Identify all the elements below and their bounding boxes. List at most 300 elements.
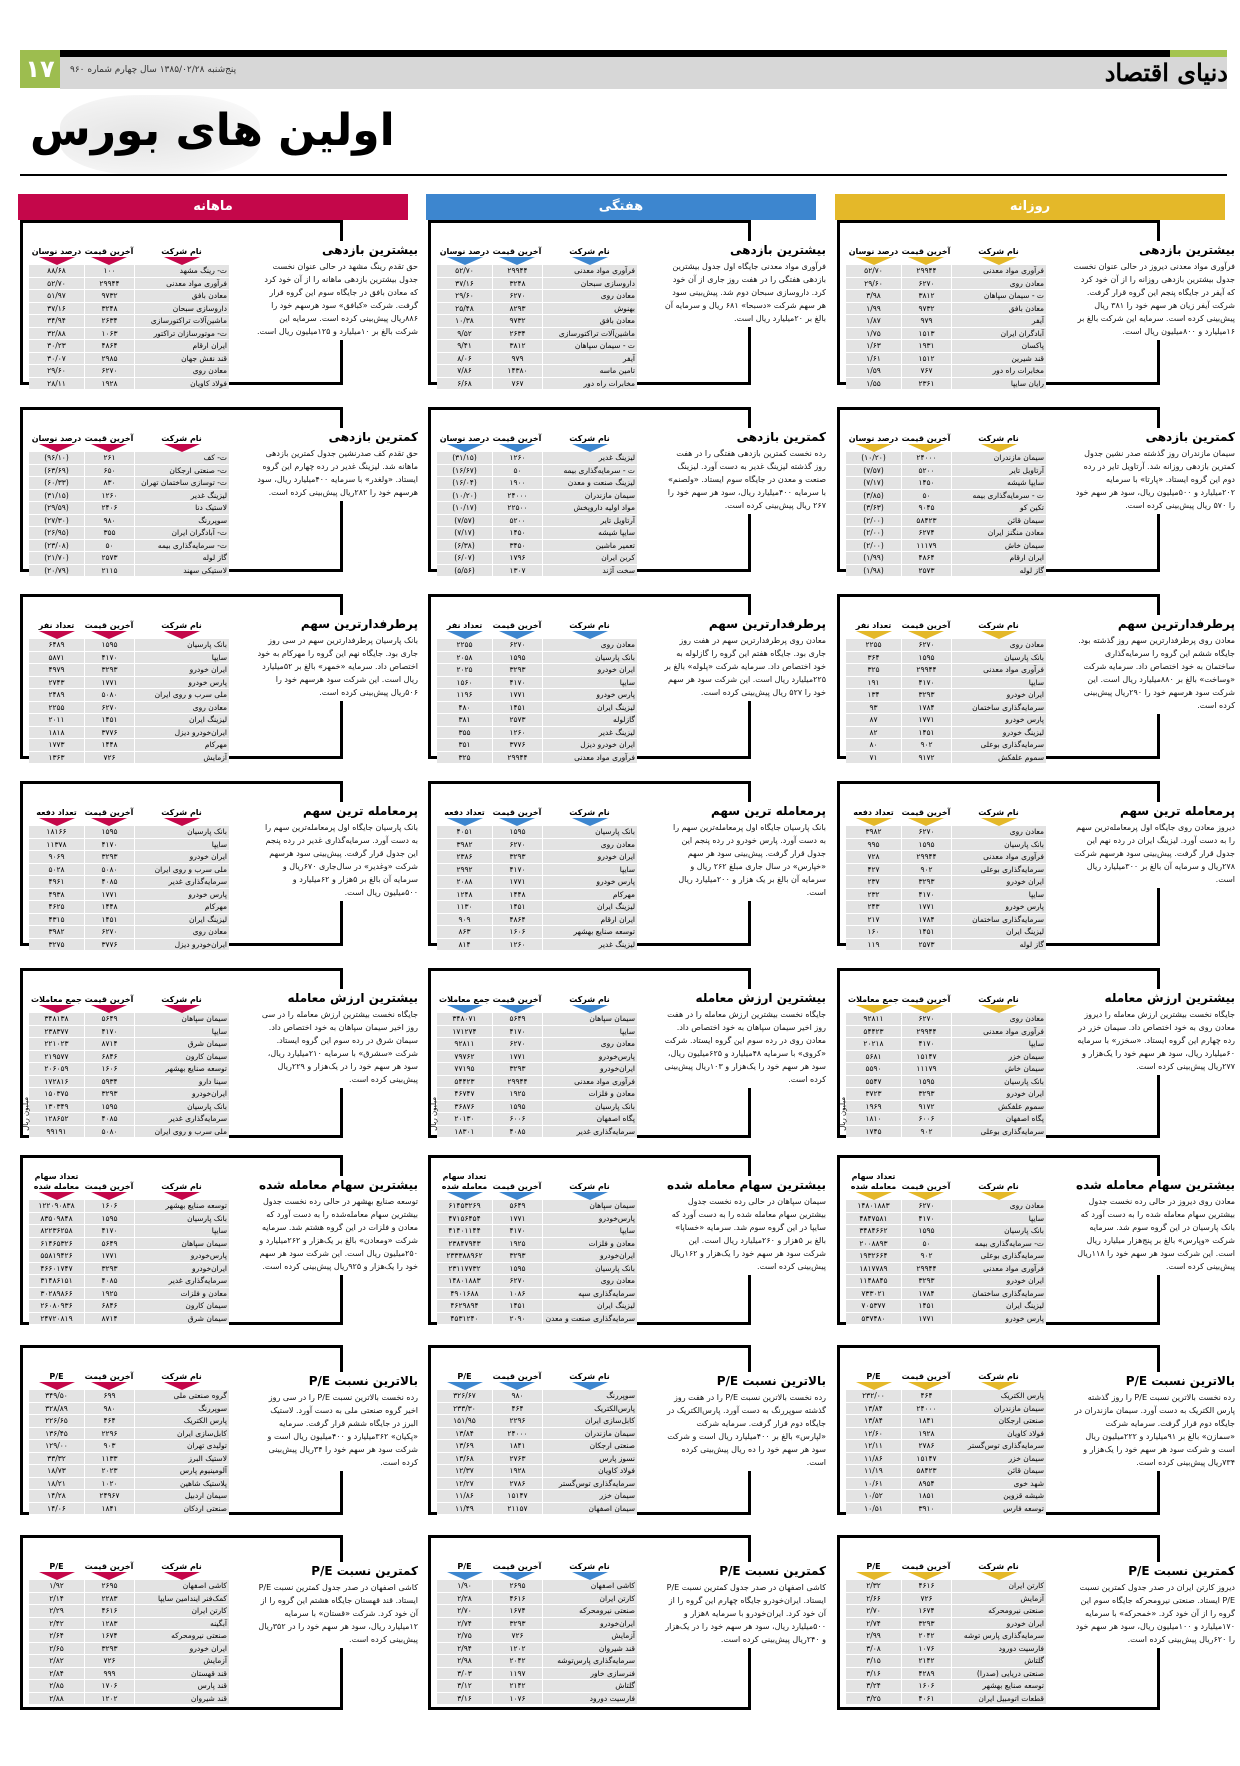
ranking-table: [846, 977, 1046, 1138]
column-heading: نام شرکت: [542, 808, 637, 826]
column-heading: تعداد سهام معامله شده: [846, 1172, 901, 1200]
table-cell: ۲/۶۶: [866, 1593, 881, 1603]
down-arrow-icon: [499, 1382, 535, 1390]
table-cell: ۹۰۳: [84, 1440, 134, 1452]
table-cell: ۴۱۷۰: [492, 1026, 542, 1038]
table-cell: ایران خودرو: [951, 1088, 1046, 1100]
table-cell: (۱۶/۰۴): [452, 478, 477, 487]
ranking-table: [437, 977, 637, 1138]
ranking-box: [20, 1535, 418, 1710]
table-cell: ۱۲۰۲: [84, 1693, 134, 1705]
table-row: [437, 1126, 637, 1139]
box-text: سیمان مازندران روز گذشته صدر نشین جدول کمترین بازدهی روزانه شد. آرتاویل تایر در رده دوم این گروه ایستاد. «پارتا» با سرمایه ۲۰۲میلیارد و ۵۰۰میلیون ریال، سود هر سهم خود را ۵۷۰ ریال پیش‌بینی کرده است.: [1075, 449, 1235, 510]
table-cell: سرمایه‌گذاری ساختمان: [951, 1288, 1046, 1300]
table-row: [29, 664, 229, 677]
table-cell: ایران خودرو: [134, 851, 229, 863]
table-cell: معادن روی: [951, 1013, 1046, 1025]
table-cell: ۶/۶۸: [457, 378, 472, 388]
down-arrow-icon: [572, 1192, 608, 1200]
table-cell: سایپا شیشه: [542, 527, 637, 539]
table-cell: ۱۰۰: [84, 265, 134, 277]
down-arrow-icon: [856, 257, 892, 265]
table-row: [29, 714, 229, 727]
table-cell: سیمان کارون: [134, 1051, 229, 1063]
column-heading: آخرین قیمت: [84, 995, 134, 1013]
box-description: [660, 802, 830, 901]
table-row: [437, 1593, 637, 1606]
box-description: [1069, 802, 1239, 888]
table-cell: تولیدی تهران: [134, 1440, 229, 1452]
table-cell: ۱۷۷۱: [492, 689, 542, 701]
down-arrow-icon: [91, 1572, 127, 1580]
box-text: رده نخست کمترین بازدهی هفتگی را در هفت روز گذشته لیزینگ غدیر به دست آورد. لیزینگ صنعت و معدن در جایگاه سوم ایستاد. «ولصنم» با سرمایه ۴۰۰میلیارد ریال، سود هر سهم خود را ۲۶۷ ریال پیش‌بینی کرده است.: [667, 449, 826, 510]
table-cell: ۳۳/۳۲: [47, 1453, 66, 1463]
table-cell: فرآوری مواد معدنی: [951, 1263, 1046, 1275]
table-cell: ۵۰: [901, 490, 951, 502]
table-cell: ۱۹۰۰: [492, 477, 542, 489]
table-cell: ۲۹۹۴۴: [901, 851, 951, 863]
table-cell: ۵۰۸۰: [84, 1126, 134, 1138]
table-cell: بانک پارسیان: [134, 1101, 229, 1113]
table-cell: معادن روی: [542, 839, 637, 851]
table-cell: ۵۵۹۰: [865, 1064, 882, 1073]
box-title: بالاترین نسبت P/E: [308, 1374, 418, 1388]
table-cell: ۱۳۴: [867, 690, 880, 699]
table-cell: سایپا: [134, 652, 229, 664]
down-arrow-icon: [908, 1382, 944, 1390]
table-cell: ۲۷۸۶: [901, 1440, 951, 1452]
table-cell: ۳۷۲۳: [865, 1089, 882, 1098]
table-cell: ۲۹۹۲: [456, 864, 473, 874]
table-cell: ۱۸۴۱: [84, 1503, 134, 1515]
table-row: [437, 378, 637, 391]
table-row: [846, 1390, 1046, 1403]
table-cell: ۱۴۸۰۱۸۸۳: [857, 1201, 890, 1210]
down-arrow-icon: [447, 631, 483, 639]
table-cell: فرآوری مواد معدنی: [542, 752, 637, 764]
table-cell: ۲۰۶۰۵۹: [44, 1064, 69, 1073]
table-cell: فرآوری مواد معدنی: [951, 1026, 1046, 1038]
table-cell: لاستیکی سهند: [134, 565, 229, 577]
table-cell: ۹۰۶۹: [48, 852, 65, 861]
table-cell: ۳۰۲۸۹۸۶۶: [40, 1288, 73, 1298]
table-cell: صنعتی ارجکان: [542, 1440, 637, 1452]
down-arrow-icon: [91, 1192, 127, 1200]
table-cell: لاستیک دنا: [134, 502, 229, 514]
table-row: [846, 652, 1046, 665]
table-cell: ۱۴۵۱: [901, 926, 951, 938]
table-cell: گاز لوله: [951, 939, 1046, 951]
table-row: [846, 714, 1046, 727]
table-cell: (۶/۳۸): [454, 540, 475, 550]
column-heading: درصد نوسان: [846, 434, 901, 452]
table-row: [846, 677, 1046, 690]
table-row: [437, 565, 637, 578]
column-heading: نام شرکت: [951, 808, 1046, 826]
table-cell: ۲۴۷۲۰۸۱۹: [40, 1313, 73, 1323]
top-bar-accent: [1170, 50, 1227, 57]
table-cell: سیمان خزر: [951, 1051, 1046, 1063]
table-cell: ۲۰۱۱: [48, 715, 65, 724]
table-cell: سیمان خزر: [542, 1490, 637, 1502]
table-cell: سموم علفکش: [951, 1101, 1046, 1113]
table-cell: ۶۲۷۰: [901, 1013, 951, 1025]
box-text: بانک پارسیان پرطرفدارترین سهم در سی روز جاری بود. جایگاه نهم این گروه را مهرکام به خود اختصاص داد. سرمایه «خمهر» بالغ بر ۵۲میلیارد ریال است. این شرکت سود هرسهم خود را ۵۰۶ریال پیش‌بینی کرده است.: [257, 636, 418, 697]
table-cell: معادن روی: [951, 639, 1046, 651]
table-cell: ۱۷۷۱: [901, 1313, 951, 1325]
table-cell: ۳۹۸۲: [48, 927, 65, 936]
down-arrow-icon: [39, 631, 75, 639]
table-cell: ۱۷۷۱: [901, 901, 951, 913]
down-arrow-icon: [499, 1192, 535, 1200]
unit-label: میلیون ریال: [430, 1097, 438, 1131]
table-cell: ۶۲۷۰: [901, 639, 951, 651]
column-heading: نام شرکت: [134, 808, 229, 826]
table-cell: ۱۰۸۶: [492, 1288, 542, 1300]
ranking-table: [846, 1164, 1046, 1325]
table-cell: پارس خودرو: [134, 677, 229, 689]
table-row: [846, 752, 1046, 765]
table-row: [846, 1288, 1046, 1301]
table-cell: ۹۹۵: [867, 839, 880, 849]
table-cell: لیزینگ ایران: [951, 1300, 1046, 1312]
table-cell: ۳۲۴۸: [492, 278, 542, 290]
table-cell: ۱۰۲۰: [84, 1478, 134, 1490]
table-row: [29, 677, 229, 690]
table-cell: ۱۲۹/۰۰: [45, 1441, 68, 1450]
table-cell: ۵۰: [492, 465, 542, 477]
table-row: [29, 702, 229, 715]
column-heading: نام شرکت: [542, 995, 637, 1013]
table-cell: ۲۲۹۶: [492, 1415, 542, 1427]
table-row: [29, 1300, 229, 1313]
table-cell: ۴۲۸۹: [901, 1668, 951, 1680]
table-cell: ۲۳۲/۰۰: [862, 1391, 885, 1400]
table-cell: ۱۵۰۳۷۵: [44, 1089, 69, 1098]
table-cell: ۳۵۵: [84, 527, 134, 539]
table-cell: معادن روی: [951, 1200, 1046, 1212]
down-arrow-icon: [91, 1382, 127, 1390]
table-cell: ۳۲۶/۶۷: [453, 1391, 476, 1400]
column-heading: نام شرکت: [134, 1182, 229, 1200]
column-heading: درصد نوسان: [29, 434, 84, 452]
table-row: [29, 1503, 229, 1516]
down-arrow-icon: [39, 444, 75, 452]
table-header: [437, 1164, 637, 1200]
table-cell: ت- آبادگران ایران: [134, 527, 229, 539]
table-cell: ۲۲۱۰۲۳: [44, 1039, 69, 1048]
table-cell: ۳۹۸۲: [865, 827, 882, 836]
table-row: [846, 303, 1046, 316]
table-cell: ۵۶۴۹: [492, 1200, 542, 1212]
table-cell: آزمایش: [951, 1593, 1046, 1605]
table-row: [437, 1693, 637, 1706]
table-row: [846, 1440, 1046, 1453]
unit-label: میلیون ریال: [839, 1097, 847, 1131]
table-cell: ۳/۰۳: [457, 1668, 472, 1678]
table-cell: ۳/۱۵: [866, 1656, 881, 1665]
table-cell: ۲۹۹۴۴: [492, 265, 542, 277]
table-row: [437, 1605, 637, 1618]
table-row: [29, 1288, 229, 1301]
table-cell: ایران خودرو: [951, 876, 1046, 888]
table-cell: ۶۰۰۶: [492, 1113, 542, 1125]
box-description: [252, 1372, 422, 1471]
table-cell: پارس خودرو: [951, 1313, 1046, 1325]
table-cell: ۳۲۵: [867, 665, 880, 674]
table-cell: لیزینگ غدیر: [542, 939, 637, 951]
ranking-box: [20, 220, 418, 388]
table-cell: ۱/۵۵: [866, 378, 881, 388]
table-cell: فولاد کاویان: [542, 1465, 637, 1477]
down-arrow-icon: [499, 631, 535, 639]
table-cell: ۶۲۷۰: [84, 365, 134, 377]
table-cell: ۱۲۶۰: [492, 452, 542, 464]
table-cell: معادن روی: [542, 639, 637, 651]
ranking-table: [437, 1354, 637, 1515]
table-cell: ۶۲۷۰: [492, 1038, 542, 1050]
table-cell: ۱۹۲۵: [492, 1088, 542, 1100]
table-row: [29, 527, 229, 540]
table-cell: توسعه صنایع بهشهر: [134, 1200, 229, 1212]
table-cell: ۶۵۰: [84, 465, 134, 477]
table-cell: ۲۷۶۳: [492, 1453, 542, 1465]
table-row: [437, 278, 637, 291]
table-cell: لیزینگ غدیر: [542, 727, 637, 739]
table-cell: ۹۷۳۲: [901, 303, 951, 315]
table-row: [846, 1076, 1046, 1089]
table-cell: ۳۷۷۶: [84, 727, 134, 739]
table-cell: ۱۲۰۲: [492, 1643, 542, 1655]
table-cell: ۴۰۸۵: [84, 876, 134, 888]
table-cell: معادن بافق: [542, 315, 637, 327]
down-arrow-icon: [447, 1382, 483, 1390]
column-heading: آخرین قیمت: [492, 808, 542, 826]
table-cell: ۱۹۲۸: [492, 1465, 542, 1477]
table-cell: ۲۱۱۵۷: [492, 1503, 542, 1515]
table-cell: سرمایه‌گذاری بوعلی: [951, 739, 1046, 751]
table-header: [437, 603, 637, 639]
ranking-table: [846, 1354, 1046, 1515]
table-cell: ۷/۸۶: [457, 366, 472, 375]
table-cell: ۳۹۸۲: [456, 839, 473, 849]
table-cell: ۱۴۵۱: [901, 727, 951, 739]
newspaper-logo: دنیای اقتصاد: [1104, 58, 1228, 87]
column-heading: نام شرکت: [134, 1562, 229, 1580]
table-cell: کارتن ایران: [134, 1605, 229, 1617]
ranking-box: [428, 220, 826, 388]
down-arrow-icon: [856, 1005, 892, 1013]
table-cell: ۱۲۶۰: [84, 490, 134, 502]
table-cell: آرتاویل تایر: [542, 515, 637, 527]
table-row: [29, 689, 229, 702]
table-cell: (۷/۱۷): [454, 528, 475, 537]
column-heading: جمع معاملات: [29, 995, 84, 1013]
table-cell: ۱۷۱۲۷۴: [452, 1026, 477, 1036]
table-cell: ۴۰۸۵: [84, 1275, 134, 1287]
down-arrow-icon: [39, 257, 75, 265]
table-cell: ۱۵۱۲: [901, 353, 951, 365]
table-cell: ۱۰۶۳: [84, 328, 134, 340]
table-cell: ۳/۲۴: [866, 1681, 881, 1690]
page-number: ۱۷: [20, 50, 60, 88]
table-cell: ۲۲۵۵: [865, 640, 882, 649]
table-cell: آزمایش: [134, 752, 229, 764]
table-cell: قند پارس: [134, 1680, 229, 1692]
column-heading: نام شرکت: [542, 247, 637, 265]
table-cell: ۳۲۷۵: [48, 939, 65, 949]
table-cell: آبگینه: [134, 1618, 229, 1630]
table-cell: ۲۹/۶۰: [47, 366, 66, 375]
table-row: [846, 340, 1046, 353]
table-cell: ۱۱۹: [867, 939, 880, 949]
table-row: [846, 290, 1046, 303]
table-cell: پگاه اصفهان: [951, 1113, 1046, 1125]
ranking-box: [837, 968, 1235, 1138]
table-row: [846, 378, 1046, 391]
table-cell: ۳۴/۹۴: [47, 316, 66, 325]
column-header-daily: روزانه: [835, 194, 1225, 220]
unit-label: میلیون ریال: [22, 1097, 30, 1131]
table-row: [437, 477, 637, 490]
column-header-weekly: هفتگی: [426, 194, 816, 220]
down-arrow-icon: [447, 1192, 483, 1200]
table-row: [846, 1213, 1046, 1226]
table-cell: سرمایه‌گذاری ساختمان: [951, 702, 1046, 714]
table-cell: ۱/۸۷: [866, 316, 881, 325]
ranking-box: [837, 594, 1235, 762]
box-text: معادن روی دیروز در حالی رده نخست جدول بیشترین سهام معامله شده را به دست آورد که بانک پارسیان در این گروه سوم شد. سرمایه شرکت «وپارس» بالغ بر پنج‌هزار میلیارد ریال است. این شرکت سود هر سهم خود را ۱۱۸ریال پیش‌بینی کرده است.: [1077, 1197, 1235, 1271]
column-heading: تعداد نفر: [29, 621, 84, 639]
box-text: جایگاه نخست بیشترین ارزش معامله را در سی روز اخیر سیمان سپاهان به خود اختصاص داد. سیمان شرق در رده سوم این گروه ایستاد. شرکت «سشرق» با سرمایه ۲۱۰میلیارد ریال، سود هر سهم خود را در یک‌هزار و ۲۲۹ریال پیش‌بینی کرده است.: [261, 1010, 418, 1084]
table-row: [29, 864, 229, 877]
table-row: [437, 639, 637, 652]
table-cell: سرمایه‌گذاری ساختمان: [951, 914, 1046, 926]
table-cell: پارس الکتریک: [951, 1390, 1046, 1402]
box-description: [660, 428, 830, 514]
table-cell: ۵۸۴۲۳: [901, 515, 951, 527]
table-cell: ۳۲/۸۸: [47, 328, 66, 338]
table-cell: ۵۴۴۲۳: [454, 1076, 475, 1086]
table-row: [29, 502, 229, 515]
column-heading: تعداد دفعه: [29, 808, 84, 826]
ranking-table: [437, 790, 637, 951]
table-cell: ماشین‌آلات تراکتورسازی: [542, 328, 637, 340]
down-arrow-icon: [91, 444, 127, 452]
table-cell: ۴۸۰: [458, 702, 471, 712]
table-cell: (۲۰/۷۹): [44, 565, 69, 575]
column-heading: آخرین قیمت: [492, 1182, 542, 1200]
table-cell: ۹۰۲: [901, 864, 951, 876]
table-row: [846, 1428, 1046, 1441]
box-title: بیشترین ارزش معامله: [287, 991, 418, 1005]
ranking-box: [837, 1155, 1235, 1325]
box-description: [1069, 1562, 1239, 1648]
table-cell: ایران ارقام: [951, 552, 1046, 564]
table-cell: سایپا: [134, 1225, 229, 1237]
table-cell: ۶۸۴۶: [84, 1300, 134, 1312]
table-row: [29, 1076, 229, 1089]
down-arrow-icon: [572, 444, 608, 452]
table-cell: ۴۱۷۰: [84, 1225, 134, 1237]
box-text: معادن روی پرطرفدارترین سهم روز گذشته بود. جایگاه ششم این گروه را سرمایه‌گذاری ساختمان به خود اختصاص داد. سرمایه شرکت «وساخت» بالغ بر ۸۸۰میلیارد ریال است. این شرکت سود هرسهم خود را ۲۹۰ریال پیش‌بینی کرده است.: [1078, 636, 1235, 710]
table-row: [29, 1453, 229, 1466]
table-cell: ۱۵۹۵: [901, 839, 951, 851]
down-arrow-icon: [981, 818, 1017, 826]
table-row: [437, 1076, 637, 1089]
table-cell: ۷۹۷۶۲: [454, 1051, 475, 1061]
table-cell: ۲۳۸۶: [456, 852, 473, 861]
table-row: [846, 477, 1046, 490]
table-cell: معادن روی: [134, 365, 229, 377]
table-cell: ماشین‌آلات تراکتورسازی: [134, 315, 229, 327]
table-row: [846, 1630, 1046, 1643]
table-row: [437, 1288, 637, 1301]
table-cell: ۳۲۹۳: [901, 1618, 951, 1630]
table-cell: ۴۹۷۹: [48, 665, 65, 674]
table-row: [437, 1643, 637, 1656]
down-arrow-icon: [164, 257, 200, 265]
box-description: [1069, 1176, 1239, 1275]
table-cell: ۱۲/۶۰: [864, 1428, 883, 1438]
table-cell: پگاه اصفهان: [542, 1113, 637, 1125]
table-cell: ۱۵۹۵: [492, 1101, 542, 1113]
table-cell: ۲۹۸۵: [84, 353, 134, 365]
table-row: [29, 1263, 229, 1276]
table-cell: ۵۲/۷۰: [455, 266, 474, 275]
ranking-box: [20, 594, 418, 762]
table-row: [437, 826, 637, 839]
table-row: [846, 839, 1046, 852]
table-row: [437, 1668, 637, 1681]
down-arrow-icon: [447, 257, 483, 265]
table-cell: نسوز پارس: [542, 1453, 637, 1465]
table-row: [437, 1503, 637, 1516]
table-cell: ۵۰۸۰: [84, 864, 134, 876]
down-arrow-icon: [572, 257, 608, 265]
table-cell: ۸۰: [869, 740, 878, 749]
table-cell: ۵۰۸۰: [84, 689, 134, 701]
table-row: [29, 490, 229, 503]
table-row: [29, 1126, 229, 1139]
table-cell: ۷۱: [869, 752, 878, 762]
table-cell: ۱۴/۰۶: [47, 1503, 66, 1513]
table-row: [846, 664, 1046, 677]
table-cell: قند قهستان: [134, 1668, 229, 1680]
table-row: [846, 1693, 1046, 1706]
table-cell: ۲/۴۲: [49, 1618, 64, 1628]
table-cell: ۲/۷۴: [866, 1618, 881, 1628]
ranking-table: [437, 1164, 637, 1325]
down-arrow-icon: [572, 1005, 608, 1013]
table-header: [846, 1354, 1046, 1390]
table-row: [846, 1275, 1046, 1288]
table-cell: ۲۵۷۳: [901, 939, 951, 951]
table-cell: سایپا: [951, 677, 1046, 689]
table-cell: ۲۴۰۶: [84, 502, 134, 514]
table-row: [846, 689, 1046, 702]
table-row: [29, 552, 229, 565]
table-cell: ۲۷۸۶: [492, 1478, 542, 1490]
table-cell: ۲۰۵۸: [456, 652, 473, 662]
table-cell: لیزینگ خودرو: [951, 727, 1046, 739]
table-cell: ۲۰۲۳: [84, 1465, 134, 1477]
table-cell: ۶۱۴۵۳۲۶۹: [448, 1201, 481, 1210]
table-cell: ۱/۹۰: [457, 1581, 472, 1590]
table-cell: سیمان شرق: [134, 1038, 229, 1050]
table-row: [437, 1113, 637, 1126]
table-cell: ۹۸۰: [84, 515, 134, 527]
